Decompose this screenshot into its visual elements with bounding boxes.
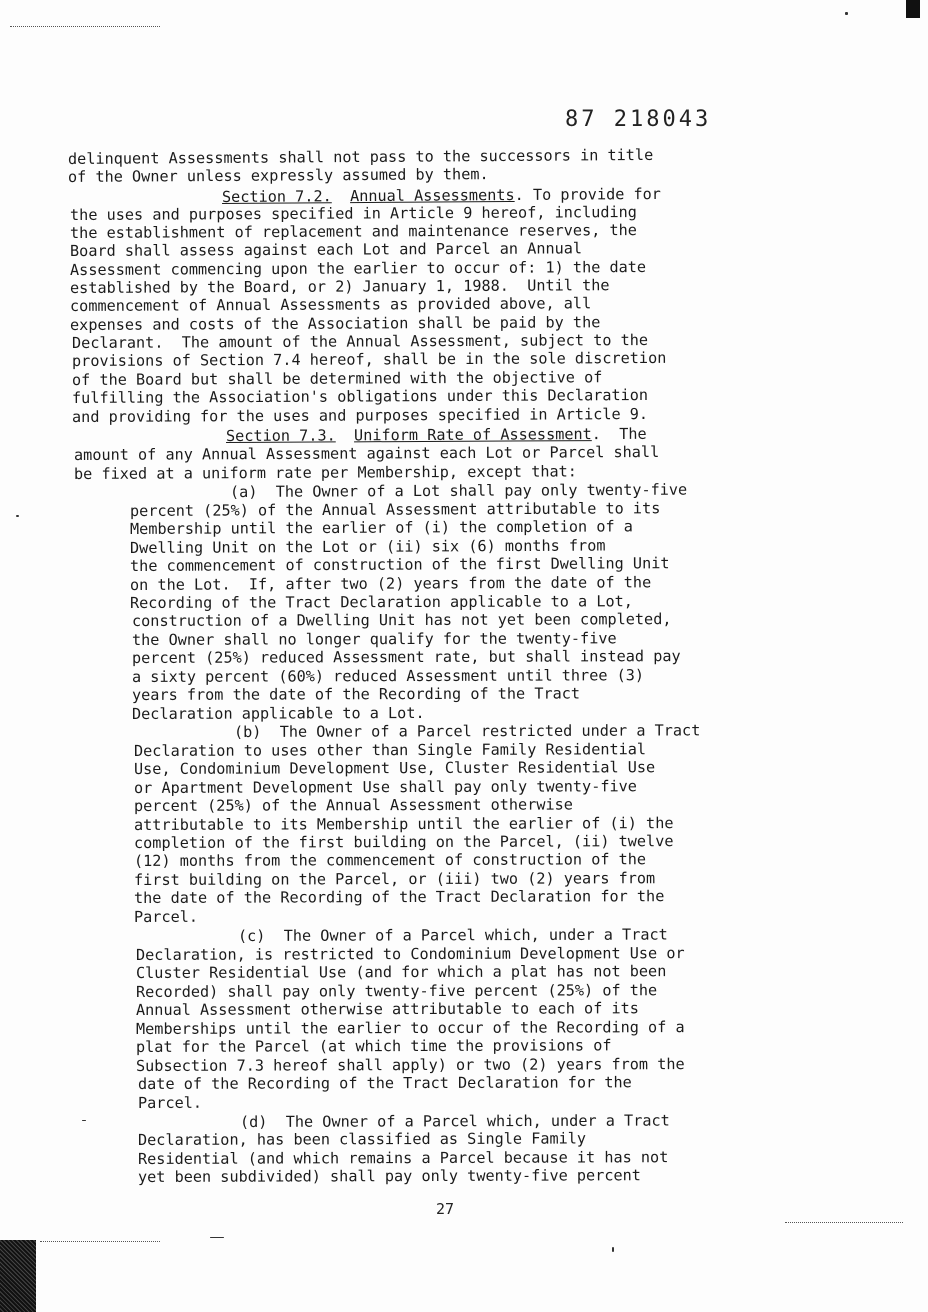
text-line: the uses and purposes specified in Article 9 hereof, including [69,203,637,224]
text-line: years from the date of the Recording of the Tract [131,684,581,704]
scan-noise-bottom-right [785,1222,903,1223]
text-line: (a) The Owner of a Lot shall pay only twenty-five [229,480,688,501]
text-line: amount of any Annual Assessment against each Lot or Parcel shall [73,442,660,464]
scan-corner-mark-bottom-left [0,1240,36,1312]
text-line: on the Lot. If, after two (2) years from the date of the [129,573,652,594]
scan-noise-top-left [10,26,160,27]
text-line: Dwelling Unit on the Lot or (ii) six (6) months from [129,536,606,557]
text-line: (c) The Owner of a Parcel which, under a Tract [237,925,668,945]
section-number: Section 7.2. [221,187,332,206]
text-line: Subsection 7.3 hereof shall apply) or two (2) years from the [135,1055,685,1075]
text-line: Parcel. [137,1093,203,1112]
section-heading-line [226,425,647,445]
text-line: the date of the Recording of the Tract Declaration for the [133,887,665,907]
text-line: the commencement of construction of the first Dwelling Unit [129,554,670,575]
text-line: established by the Board, or 2) January 1, 1988. Until the [69,276,610,297]
text-line: Membership until the earlier of (i) the completion of a [129,517,633,538]
text-line: date of the Recording of the Tract Declaration for the [137,1073,632,1093]
text-line: of the Board but shall be determined with the objective of [71,368,603,389]
text-line: (b) The Owner of a Parcel restricted under a Tract [233,721,701,741]
text-line: provisions of Section 7.4 hereof, shall be in the sole discretion [71,348,667,370]
text-line: Declaration to uses other than Single Family Residential [133,740,647,760]
text-line: Recording of the Tract Declaration applicable to a Lot, [129,592,633,612]
scan-speck [82,1120,86,1121]
text-line: Parcel. [133,907,199,926]
text-line: Board shall assess against each Lot and Parcel an Annual [69,239,583,260]
text-line: construction of a Dwelling Unit has not yet been completed, [131,610,672,630]
text-line: delinquent Assessments shall not pass to the successors in title [67,145,654,168]
text-line: percent (25%) reduced Assessment rate, but shall instead pay [131,647,681,667]
text-line: attributable to its Membership until the earlier of (i) the [133,814,674,834]
section-text: . To provide for [514,184,661,204]
text-line: Declaration, has been classified as Single Family [137,1129,587,1149]
document-recording-number: 87 218043 [565,107,712,132]
section-text: . The [591,424,647,444]
text-line: first building on the Parcel, or (iii) two (2) years from [133,869,656,889]
scan-noise-bottom-left [40,1241,160,1242]
text-line: yet been subdivided) shall pay only twenty-five percent [137,1166,641,1186]
text-line: plat for the Parcel (at which time the provisions of [135,1036,612,1056]
text-line: of the Owner unless expressly assumed by them. [67,165,489,186]
page-number: 27 [436,1200,455,1218]
section-title: Annual Assessments [349,185,515,206]
scan-speck [845,12,848,15]
scan-speck [16,515,19,517]
text-line: or Apartment Development Use shall pay only twenty-five [133,777,637,797]
text-line: percent (25%) of the Annual Assessment otherwise [133,795,573,815]
section-title: Uniform Rate of Assessment [353,425,592,445]
text-line: (d) The Owner of a Parcel which, under a Tract [239,1111,670,1131]
text-line: Assessment commencing upon the earlier to occur of: 1) the date [69,257,647,279]
scan-speck [612,1247,614,1252]
scan-corner-mark-top-right [906,0,920,18]
text-line: Recorded) shall pay only twenty-five percent (25%) of the [135,981,658,1001]
text-line: and providing for the uses and purposes specified in Article 9. [71,404,649,426]
text-line: expenses and costs of the Association shall be paid by the [69,313,601,334]
text-line: Annual Assessment otherwise attributable to each of its [135,999,639,1019]
text-line: Memberships until the earlier to occur of the Recording of a [135,1018,685,1038]
text-line: the establishment of replacement and maintenance reserves, the [69,221,637,242]
scan-speck [210,1237,224,1238]
text-line: fulfilling the Association's obligations under this Declaration [71,385,649,407]
section-number: Section 7.3. [225,426,336,445]
text-line: commencement of Annual Assessments as provided above, all [69,294,592,315]
text-line: Cluster Residential Use (and for which a plat has not been [135,962,667,982]
text-line: Declaration, is restricted to Condominium Development Use or [135,944,685,964]
text-line: (12) months from the commencement of construction of the [133,850,647,870]
heading-gap [332,187,350,205]
text-line: Declarant. The amount of the Annual Assessment, subject to the [71,330,649,352]
text-line: be fixed at a uniform rate per Membership, except that: [73,462,577,483]
text-line: percent (25%) of the Annual Assessment attributable to its [129,499,661,520]
text-line: Use, Condominium Development Use, Cluster Residential Use [133,758,656,778]
text-line: a sixty percent (60%) reduced Assessment until three (3) [131,666,645,686]
text-line: Residential (and which remains a Parcel because it has not [137,1148,669,1168]
text-line: completion of the first building on the Parcel, (ii) twelve [133,832,674,852]
text-line: the Owner shall no longer qualify for the twenty-five [131,629,617,649]
heading-gap [336,426,354,444]
text-line: Declaration applicable to a Lot. [131,703,425,723]
